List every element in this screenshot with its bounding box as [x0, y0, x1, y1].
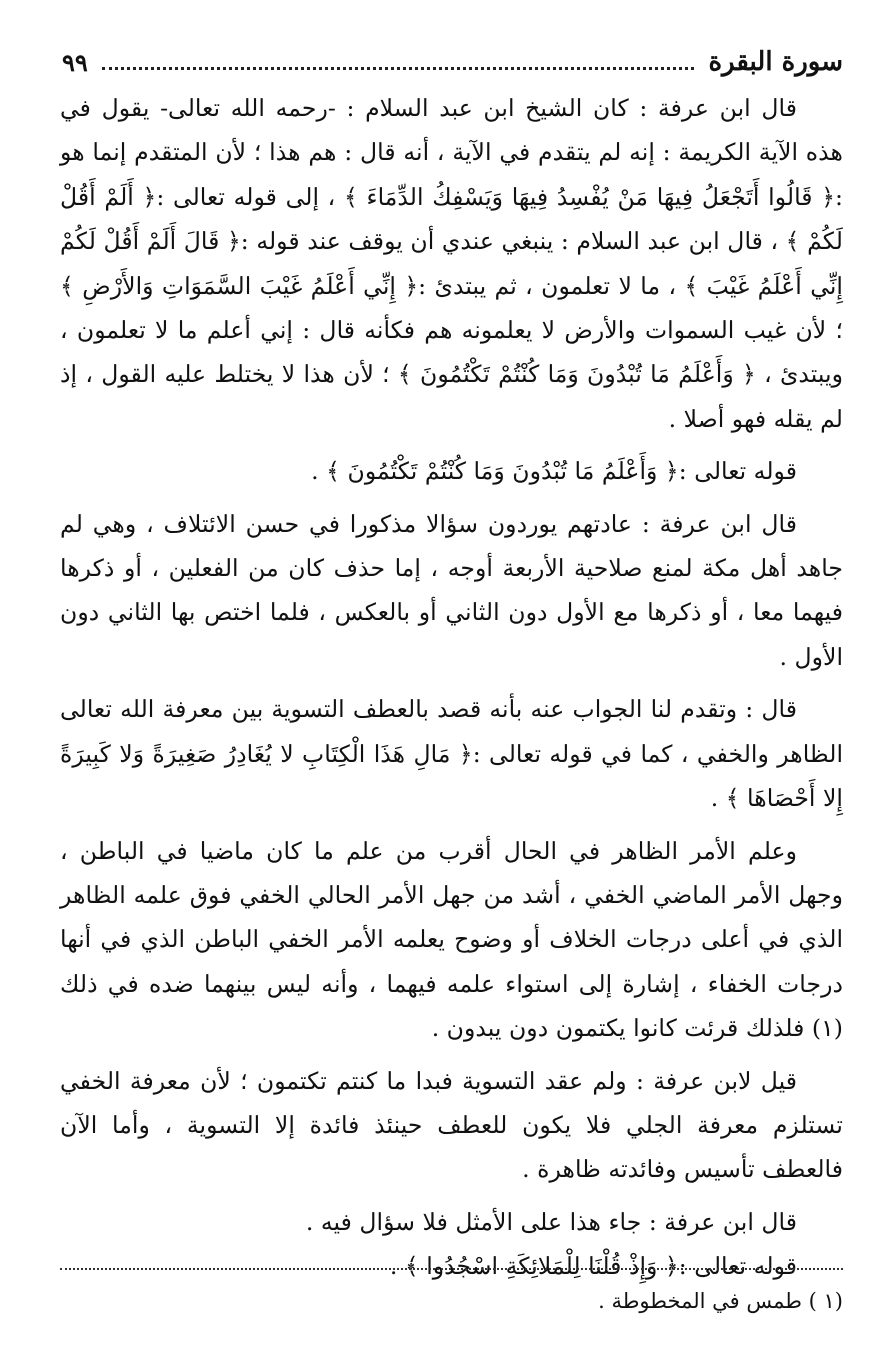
paragraph: قيل لابن عرفة : ولم عقد التسوية فبدا ما كنتم تكتمون ؛ لأن معرفة الخفي تستلزم معرفة الجلي فلا يكون للعطف حينئذ فائدة إلا التسوية ، وأما الآن فالعطف تأسيس وفائدته ظاهرة . [60, 1066, 843, 1184]
paragraph: قوله تعالى :﴿ وَإِذْ قُلْنَا لِلْمَلائِكَةِ اسْجُدُوا ﴾ . [389, 1252, 797, 1281]
footnote-separator [60, 1268, 843, 1270]
footnote: (١ ) طمس في المخطوطة . [598, 1289, 843, 1313]
paragraph: قال ابن عرفة : عادتهم يوردون سؤالا مذكورا في حسن الائتلاف ، وهي لم جاهد أهل مكة لمنع صلاحية الأربعة أوجه ، إما حذف كان من الفعلين ، أو ذكرها فيهما معا ، أو ذكرها مع الأول دون الثاني أو بالعكس ، فلما اختص بها الثاني دون الأول . [60, 509, 843, 671]
sura-title: سورة البقرة [708, 47, 843, 77]
paragraph: قال ابن عرفة : جاء هذا على الأمثل فلا سؤال فيه . [305, 1207, 797, 1236]
page-number: ٩٩ [62, 47, 88, 77]
paragraph: قال ابن عرفة : كان الشيخ ابن عبد السلام : -رحمه الله تعالى- يقول في هذه الآية الكريمة : إنه لم يتقدم في الآية ، أنه قال : هم هذا ؛ لأن المتقدم إنما هو :﴿ قَالُوا أَتَجْعَلُ فِيهَا مَنْ يُفْسِدُ فِيهَا وَيَسْفِكُ الدِّمَاءَ ﴾ ، إلى قوله تعالى :﴿ أَلَمْ أَقُلْ لَكُمْ ﴾ ، قال ابن عبد السلام : ينبغي عندي أن يوقف عند قوله :﴿ قَالَ أَلَمْ أَقُلْ لَكُمْ إِنِّي أَعْلَمُ غَيْبَ ﴾ ، ما لا تعلمون ، ثم يبتدئ :﴿ إِنِّي أَعْلَمُ غَيْبَ السَّمَوَاتِ وَالأَرْضِ ﴾ ؛ لأن غيب السموات والأرض لا يعلمونه هم فكأنه قال : إني أعلم ما لا تعلمون ، ويبتدئ ، ﴿ وَأَعْلَمُ مَا تُبْدُونَ وَمَا كُنْتُمْ تَكْتُمُونَ ﴾ ؛ لأن هذا لا يختلط عليه القول ، إذ لم يقله فهو أصلا . [60, 94, 843, 433]
paragraph: قال : وتقدم لنا الجواب عنه بأنه قصد بالعطف التسوية بين معرفة الله تعالى الظاهر والخفي ، كما في قوله تعالى :﴿ مَالِ هَذَا الْكِتَابِ لا يُغَادِرُ صَغِيرَةً وَلا كَبِيرَةً إِلا أَحْصَاهَا ﴾ . [60, 695, 843, 813]
header-dotted-rule [102, 67, 695, 70]
paragraph: قوله تعالى :﴿ وَأَعْلَمُ مَا تُبْدُونَ وَمَا كُنْتُمْ تَكْتُمُونَ ﴾ . [311, 457, 797, 486]
page-body [60, 86, 843, 1289]
paragraph: وعلم الأمر الظاهر في الحال أقرب من علم ما كان ماضيا في الباطن ، وجهل الأمر الماضي الخفي ، أشد من جهل الأمر الحالي الخفي فوق علمه الظاهر الذي في أعلى درجات الخلاف أو وضوح يعلمه الأمر الخفي الباطن الذي في أنها درجات الخفاء ، إشارة إلى استواء علمه فيهما ، وأنه ليس بينهما ضده في ذلك (١) فلذلك قرئت كانوا يكتمون دون يبدون . [60, 836, 843, 1043]
page-header [62, 42, 843, 82]
